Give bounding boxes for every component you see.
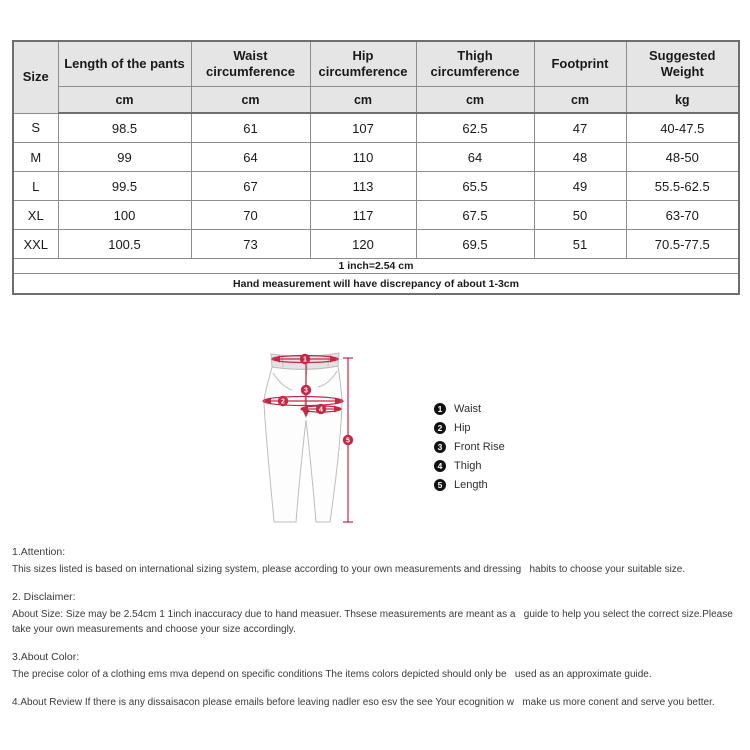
table-row-l — [13, 172, 739, 201]
cell-thigh: 67.5 — [416, 201, 534, 230]
badge-1-num: 1 — [303, 356, 307, 364]
cell-footprint: 48 — [534, 143, 626, 172]
table-row-m — [13, 143, 739, 172]
cell-thigh: 69.5 — [416, 230, 534, 259]
unit-waist: cm — [191, 87, 310, 114]
legend-item-length — [434, 475, 505, 494]
measurement-legend — [434, 399, 505, 494]
badge-4-num: 4 — [319, 406, 323, 414]
cell-waist: 61 — [191, 113, 310, 143]
legend-badge-5: 5 — [434, 479, 446, 491]
table-note-inch-row — [13, 259, 739, 274]
legend-item-hip — [434, 418, 505, 437]
notes-section — [12, 546, 741, 724]
cell-footprint: 49 — [534, 172, 626, 201]
cell-thigh: 62.5 — [416, 113, 534, 143]
unit-thigh: cm — [416, 87, 534, 114]
table-note-inch: 1 inch=2.54 cm — [13, 259, 739, 274]
badge-3-num: 3 — [304, 387, 308, 395]
legend-item-waist — [434, 399, 505, 418]
legend-item-front-rise — [434, 437, 505, 456]
cell-waist: 70 — [191, 201, 310, 230]
col-header-thigh: Thigh circumference — [416, 41, 534, 87]
cell-length: 98.5 — [58, 113, 191, 143]
cell-length: 100.5 — [58, 230, 191, 259]
unit-weight: kg — [626, 87, 739, 114]
legend-label-hip: Hip — [454, 421, 471, 434]
legend-badge-4: 4 — [434, 460, 446, 472]
cell-footprint: 51 — [534, 230, 626, 259]
about-review-body: 4.About Review If there is any dissaisacon please emails before leaving nadler eso esv the see Your ecognition w make us more conent and serve you better. — [12, 697, 715, 708]
units-row — [13, 87, 739, 114]
cell-weight: 40-47.5 — [626, 113, 739, 143]
cell-weight: 63-70 — [626, 201, 739, 230]
col-header-waist: Waist circumference — [191, 41, 310, 87]
about-color-body: The precise color of a clothing ems mva depend on specific conditions The items colors depicted should only be used as an approximate guide. — [12, 668, 652, 680]
size-label: XXL — [13, 230, 58, 259]
table-note-hand-row — [13, 274, 739, 295]
unit-hip: cm — [310, 87, 416, 114]
cell-hip: 113 — [310, 172, 416, 201]
cell-length: 100 — [58, 201, 191, 230]
col-header-hip: Hip circumference — [310, 41, 416, 87]
legend-badge-3: 3 — [434, 441, 446, 453]
cell-hip: 107 — [310, 113, 416, 143]
size-label: S — [13, 113, 58, 143]
cell-length: 99.5 — [58, 172, 191, 201]
attention-heading: 1.Attention: — [12, 546, 66, 558]
pants-sketch — [264, 353, 342, 522]
table-row-xxl — [13, 230, 739, 259]
cell-waist: 73 — [191, 230, 310, 259]
size-label: L — [13, 172, 58, 201]
disclaimer-heading: 2. Disclaimer: — [12, 590, 76, 603]
attention-body: This sizes listed is based on international sizing system, please according to your own measurements and dressing habits to choose your suitable size. — [12, 564, 686, 575]
table-note-hand: Hand measurement will have discrepancy of about 1-3cm — [13, 274, 739, 295]
cell-waist: 67 — [191, 172, 310, 201]
col-header-length: Length of the pants — [58, 41, 191, 87]
unit-footprint: cm — [534, 87, 626, 114]
cell-weight: 55.5-62.5 — [626, 172, 739, 201]
table-row-xl — [13, 201, 739, 230]
size-label: XL — [13, 201, 58, 230]
legend-label-thigh: Thigh — [454, 459, 482, 472]
header-row — [13, 41, 739, 87]
unit-length: cm — [58, 87, 191, 114]
legend-label-waist: Waist — [454, 402, 482, 415]
disclaimer-body: About Size: Size may be 2.54cm 1 1inch inaccuracy due to hand measuer. Thsese measurements are meant as a guide to help you select the correct size.Please take your own measurements and choose your size accordingly. — [12, 608, 736, 635]
col-header-size: Size — [13, 41, 58, 113]
cell-footprint: 50 — [534, 201, 626, 230]
cell-footprint: 47 — [534, 113, 626, 143]
size-chart-table — [12, 40, 740, 295]
legend-badge-1: 1 — [434, 403, 446, 415]
legend-label-front-rise: Front Rise — [454, 440, 505, 453]
about-color-heading: 3.About Color: — [12, 650, 80, 663]
table-row-s — [13, 113, 739, 143]
cell-hip: 120 — [310, 230, 416, 259]
cell-thigh: 65.5 — [416, 172, 534, 201]
legend-label-length: Length — [454, 478, 488, 491]
cell-weight: 48-50 — [626, 143, 739, 172]
col-header-weight: Suggested Weight — [626, 41, 739, 87]
size-label: M — [13, 143, 58, 172]
cell-waist: 64 — [191, 143, 310, 172]
cell-hip: 110 — [310, 143, 416, 172]
badge-5-num: 5 — [346, 437, 350, 445]
cell-thigh: 64 — [416, 143, 534, 172]
legend-badge-2: 2 — [434, 422, 446, 434]
cell-length: 99 — [58, 143, 191, 172]
cell-hip: 117 — [310, 201, 416, 230]
cell-weight: 70.5-77.5 — [626, 230, 739, 259]
pants-diagram — [258, 346, 358, 531]
legend-item-thigh — [434, 456, 505, 475]
col-header-footprint: Footprint — [534, 41, 626, 87]
badge-2-num: 2 — [281, 398, 285, 406]
